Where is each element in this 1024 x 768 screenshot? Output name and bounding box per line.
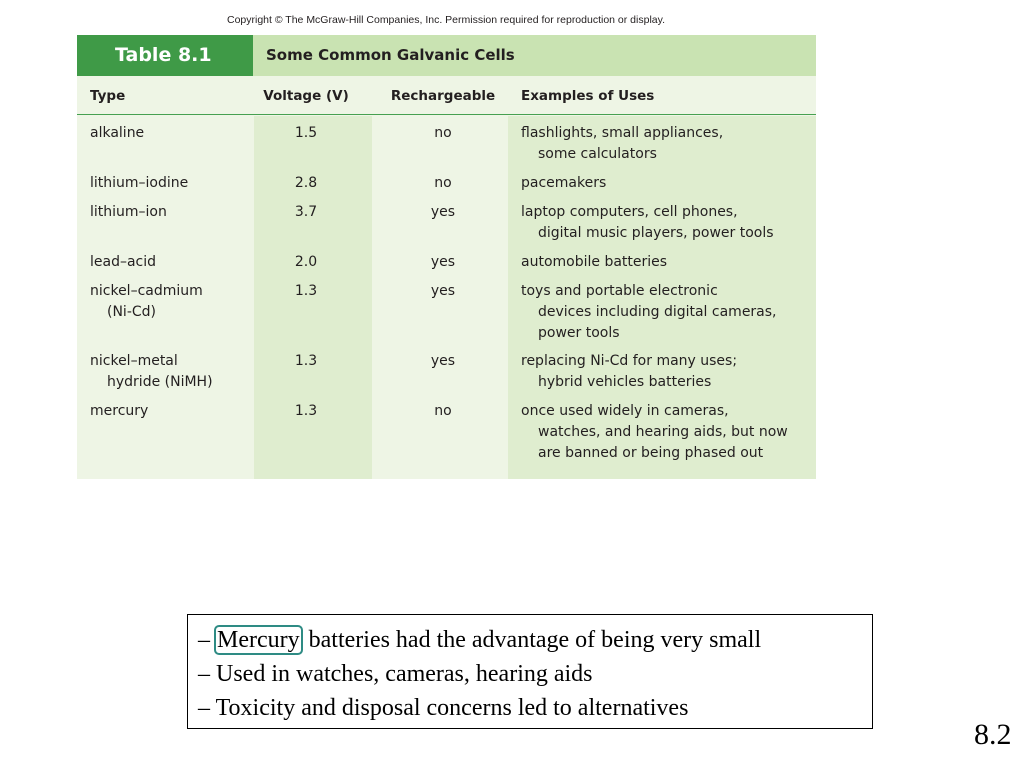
cell-voltage: 1.5 [294, 125, 318, 141]
cell-rechargeable: no [434, 403, 452, 419]
cell-type [90, 173, 188, 194]
cell-uses-line: flashlights, small appliances, [521, 125, 724, 141]
cell-uses-line: digital music players, power tools [538, 225, 774, 241]
cell-type-line: lithium–iodine [90, 175, 189, 191]
cell-uses-line: replacing Ni-Cd for many uses; [521, 353, 738, 369]
header-rechargeable: Rechargeable [390, 88, 496, 104]
highlighted-word-mercury: Mercury [214, 625, 303, 655]
note-line-1-rest: batteries had the advantage of being very small [302, 627, 762, 653]
table-title: Some Common Galvanic Cells [253, 35, 816, 76]
cell-uses-line: pacemakers [521, 175, 607, 191]
cell-voltage: 1.3 [294, 353, 318, 369]
cell-uses [521, 351, 737, 393]
cell-type-line: lead–acid [90, 254, 157, 270]
cell-rechargeable: yes [430, 204, 456, 220]
cell-type-line: mercury [90, 403, 149, 419]
note-line-3: – Toxicity and disposal concerns led to alternatives [198, 695, 689, 721]
cell-uses-line: once used widely in cameras, [521, 403, 729, 419]
cell-uses-line: watches, and hearing aids, but now [538, 424, 788, 440]
table-title-bar [77, 35, 816, 76]
table-number: Table 8.1 [77, 35, 253, 76]
table-header-row [77, 76, 816, 115]
header-voltage: Voltage (V) [263, 88, 349, 104]
cell-type-line: nickel–metal [90, 353, 178, 369]
note-dash: – [198, 627, 216, 653]
cell-type [90, 202, 167, 223]
cell-uses [521, 202, 774, 244]
cell-rechargeable: yes [430, 353, 456, 369]
cell-type-line: hydride (NiMH) [107, 374, 213, 390]
cell-type [90, 252, 156, 273]
cell-voltage: 2.8 [294, 175, 318, 191]
cell-type-line: nickel–cadmium [90, 283, 203, 299]
cell-uses-line: hybrid vehicles batteries [538, 374, 712, 390]
slide-number: 8.2 [974, 718, 1012, 751]
note-line-1 [198, 623, 872, 657]
cell-rechargeable: no [434, 175, 452, 191]
notes-box [187, 614, 873, 729]
cell-rechargeable: yes [430, 254, 456, 270]
cell-type-line: (Ni-Cd) [107, 304, 156, 320]
note-line-2: – Used in watches, cameras, hearing aids [198, 661, 593, 687]
cell-rechargeable: no [434, 125, 452, 141]
cell-uses-line: power tools [538, 325, 620, 341]
galvanic-cells-table [77, 35, 816, 479]
cell-uses-line: devices including digital cameras, [538, 304, 777, 320]
cell-uses [521, 281, 777, 344]
copyright-notice: Copyright © The McGraw-Hill Companies, Inc. Permission required for reproduction or display. [226, 14, 666, 26]
cell-uses-line: some calculators [538, 146, 657, 162]
cell-uses [521, 252, 667, 273]
cell-uses [521, 173, 606, 194]
cell-type-line: alkaline [90, 125, 145, 141]
cell-uses-line: are banned or being phased out [538, 445, 764, 461]
cell-rechargeable: yes [430, 283, 456, 299]
cell-voltage: 1.3 [294, 403, 318, 419]
cell-uses [521, 401, 788, 464]
cell-voltage: 1.3 [294, 283, 318, 299]
header-uses: Examples of Uses [521, 88, 655, 104]
cell-uses [521, 123, 723, 165]
cell-uses-line: toys and portable electronic [521, 283, 718, 299]
cell-uses-line: laptop computers, cell phones, [521, 204, 738, 220]
cell-uses-line: automobile batteries [521, 254, 668, 270]
cell-type [90, 351, 213, 393]
cell-voltage: 3.7 [294, 204, 318, 220]
cell-voltage: 2.0 [294, 254, 318, 270]
header-type: Type [90, 88, 126, 104]
cell-type [90, 281, 203, 323]
cell-type [90, 401, 148, 422]
cell-type [90, 123, 144, 144]
cell-type-line: lithium–ion [90, 204, 167, 220]
